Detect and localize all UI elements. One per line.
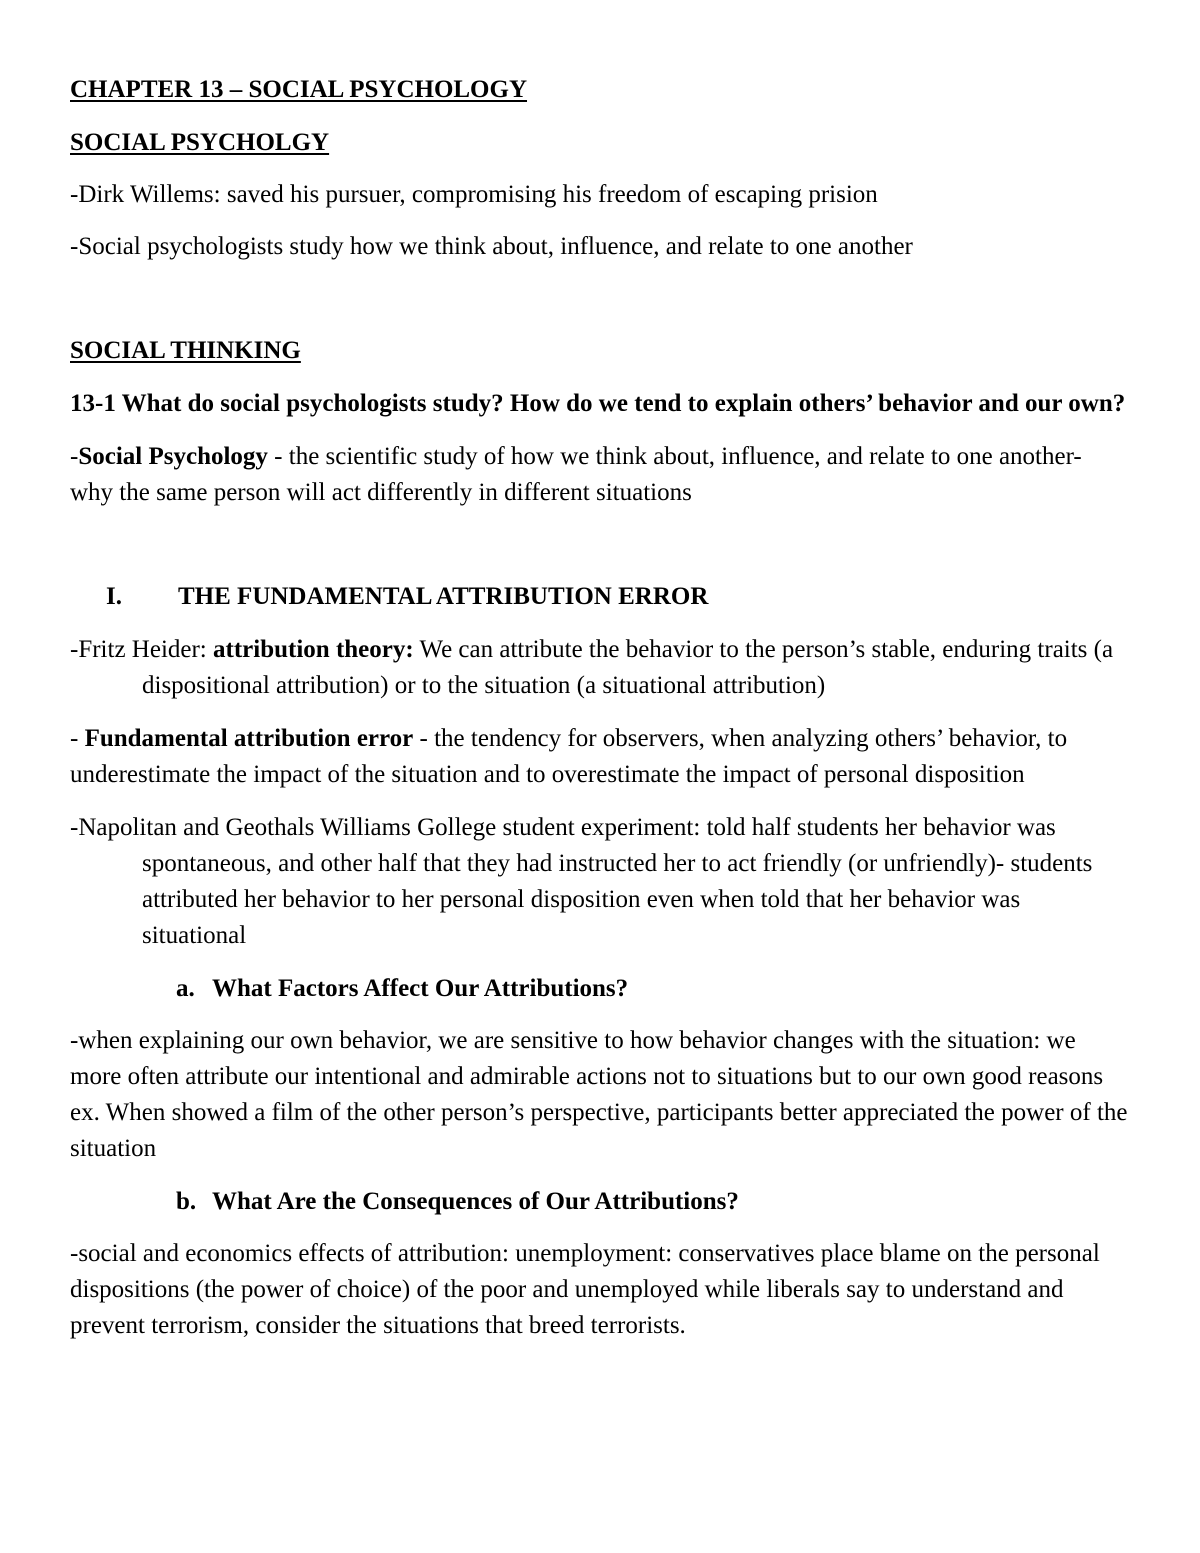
question-13-1: 13-1 What do social psychologists study? How do we tend to explain others’ behavior and our own?: [70, 390, 1126, 417]
paragraph-fundamental-attribution-error: [70, 721, 1130, 793]
heider-text: We can attribute the behavior to the person’s stable, enduring traits (a dispositional attribution) or to the situation (a situational attribution): [142, 636, 1114, 699]
subheading-title-b: What Are the Consequences of Our Attributions?: [212, 1188, 739, 1215]
roman-numeral: I.: [106, 583, 122, 610]
part-heading-fundamental-attribution-error: [70, 579, 1130, 615]
part-title: THE FUNDAMENTAL ATTRIBUTION ERROR: [178, 583, 709, 610]
definition-social-psychology: [70, 439, 1130, 511]
definition-term: Social Psychology: [78, 443, 268, 470]
paragraph-social-economics-effects: -social and economics effects of attribution: unemployment: conservatives place blame on the personal dispositions (the power of choice) of the poor and unemployed while liberals say to understand and prevent terrorism, consider the situations that breed terrorists.: [70, 1240, 1100, 1339]
paragraph-napolitan-experiment: -Napolitan and Geothals Williams Gollege student experiment: told half students her behavior was spontaneous, and other half that they had instructed her to act friendly (or unfriendly)- students attributed her behavior to her personal disposition even when told that her behavior was situational: [70, 814, 1093, 949]
definition-prefix: -: [70, 443, 79, 470]
subheading-letter-a: a.: [176, 975, 195, 1002]
paragraph-fritz-heider: [70, 632, 1130, 704]
paragraph-own-behavior: -when explaining our own behavior, we are sensitive to how behavior changes with the situation: we more often attribute our intentional and admirable actions not to situations but to our own good reasons ex. When showed a film of the other person’s perspective, participants better appreciated the power of the situation: [70, 1027, 1128, 1162]
subheading-factors-affect-attributions: [70, 971, 1130, 1007]
section-heading-social-psychology: SOCIAL PSYCHOLGY: [70, 129, 330, 156]
subheading-letter-b: b.: [176, 1188, 197, 1215]
subheading-title-a: What Factors Affect Our Attributions?: [212, 975, 629, 1002]
subheading-consequences-attributions: [70, 1184, 1130, 1220]
heider-term: attribution theory:: [213, 636, 414, 663]
fae-text: - the tendency for observers, when analyzing others’ behavior, to underestimate the impact of the situation and to overestimate the impact of personal disposition: [70, 725, 1068, 788]
document-page: [70, 70, 1130, 1344]
heider-prefix: -Fritz Heider:: [70, 636, 214, 663]
paragraph-dirk-willems: -Dirk Willems: saved his pursuer, compromising his freedom of escaping prision: [70, 181, 878, 208]
fae-term: Fundamental attribution error: [84, 725, 414, 752]
section-heading-social-thinking: SOCIAL THINKING: [70, 337, 301, 364]
definition-text: - the scientific study of how we think about, influence, and relate to one another- why the same person will act differently in different situations: [70, 443, 1082, 506]
paragraph-social-psychologists-study: -Social psychologists study how we think about, influence, and relate to one another: [70, 233, 913, 260]
fae-prefix: -: [70, 725, 85, 752]
chapter-title: CHAPTER 13 – SOCIAL PSYCHOLOGY: [70, 76, 528, 103]
